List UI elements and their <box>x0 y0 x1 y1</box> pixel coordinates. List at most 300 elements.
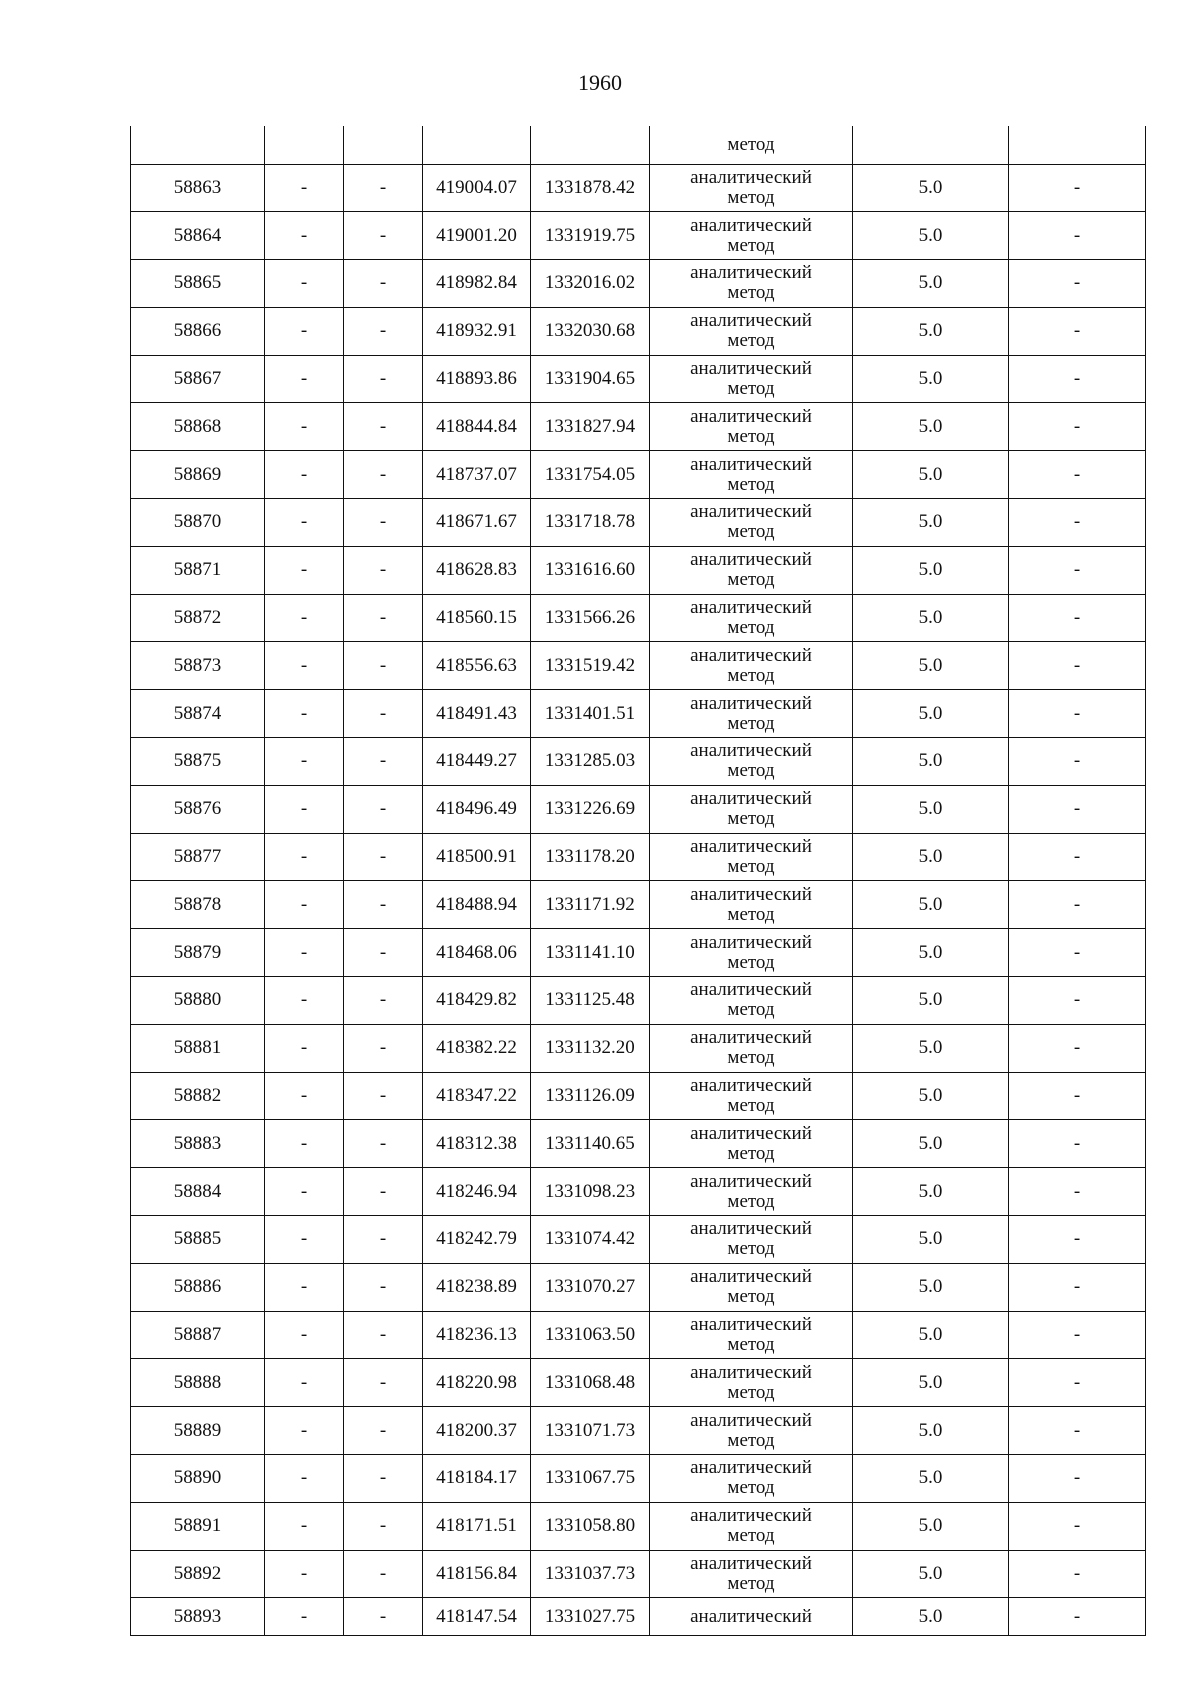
method-text: метод <box>727 808 775 830</box>
table-cell: - <box>344 1168 423 1216</box>
x-coordinate-cell: 418246.94 <box>423 1168 531 1216</box>
y-coordinate-cell: 1331027.75 <box>531 1598 650 1636</box>
method-text: аналитический <box>690 262 812 284</box>
method-text: метод <box>727 903 775 925</box>
method-text: метод <box>727 1477 775 1499</box>
point-id-cell: 58878 <box>131 881 265 929</box>
table-cell: - <box>344 260 423 308</box>
table-cell: - <box>344 738 423 786</box>
table-cell: - <box>265 833 344 881</box>
table-cell: - <box>1009 929 1146 977</box>
y-coordinate-cell: 1331070.27 <box>531 1263 650 1311</box>
point-id-cell: 58888 <box>131 1359 265 1407</box>
point-id-cell: 58886 <box>131 1263 265 1311</box>
table-cell: - <box>1009 1168 1146 1216</box>
x-coordinate-cell: 419004.07 <box>423 164 531 212</box>
method-text: метод <box>727 1429 775 1451</box>
accuracy-cell: 5.0 <box>853 1072 1009 1120</box>
table-cell: - <box>1009 833 1146 881</box>
x-coordinate-cell: 418429.82 <box>423 977 531 1025</box>
table-cell: - <box>1009 594 1146 642</box>
accuracy-cell: 5.0 <box>853 833 1009 881</box>
table-row <box>131 307 1146 355</box>
table-cell: - <box>344 642 423 690</box>
point-id-cell: 58883 <box>131 1120 265 1168</box>
method-text: аналитический <box>690 1605 812 1627</box>
point-id-cell: 58877 <box>131 833 265 881</box>
table-cell: - <box>265 1550 344 1598</box>
table-row <box>131 499 1146 547</box>
table-cell: - <box>265 212 344 260</box>
method-text: метод <box>727 1381 775 1403</box>
table-cell: - <box>344 881 423 929</box>
accuracy-cell: 5.0 <box>853 738 1009 786</box>
table-cell: - <box>1009 690 1146 738</box>
table-cell: - <box>265 1072 344 1120</box>
table-row <box>131 1407 1146 1455</box>
method-text: аналитический <box>690 597 812 619</box>
x-coordinate-cell: 418737.07 <box>423 451 531 499</box>
table-cell <box>1009 126 1146 164</box>
table-cell: - <box>265 451 344 499</box>
point-id-cell: 58873 <box>131 642 265 690</box>
point-id-cell: 58875 <box>131 738 265 786</box>
y-coordinate-cell: 1331071.73 <box>531 1407 650 1455</box>
table-cell: - <box>1009 1598 1146 1636</box>
y-coordinate-cell: 1331401.51 <box>531 690 650 738</box>
table-cell: - <box>344 1502 423 1550</box>
y-coordinate-cell: 1331878.42 <box>531 164 650 212</box>
method-text: метод <box>727 1142 775 1164</box>
point-id-cell: 58876 <box>131 785 265 833</box>
accuracy-cell: 5.0 <box>853 1359 1009 1407</box>
table-cell: - <box>344 546 423 594</box>
table-cell: - <box>344 785 423 833</box>
method-text: метод <box>727 1095 775 1117</box>
table-row <box>131 929 1146 977</box>
method-text: аналитический <box>690 1027 812 1049</box>
method-cell <box>650 1120 853 1168</box>
point-id-cell: 58870 <box>131 499 265 547</box>
method-cell <box>650 881 853 929</box>
method-cell <box>650 403 853 451</box>
y-coordinate-cell: 1331285.03 <box>531 738 650 786</box>
y-coordinate-cell: 1331132.20 <box>531 1024 650 1072</box>
continuation-row <box>131 126 1146 164</box>
table-cell: - <box>1009 403 1146 451</box>
table-cell: - <box>265 1216 344 1264</box>
point-id-cell: 58890 <box>131 1455 265 1503</box>
method-cell <box>650 1407 853 1455</box>
table-cell: - <box>344 1263 423 1311</box>
table-row <box>131 355 1146 403</box>
point-id-cell: 58863 <box>131 164 265 212</box>
y-coordinate-cell: 1332030.68 <box>531 307 650 355</box>
point-id-cell: 58864 <box>131 212 265 260</box>
point-id-cell: 58889 <box>131 1407 265 1455</box>
table-cell: - <box>1009 1216 1146 1264</box>
x-coordinate-cell: 418147.54 <box>423 1598 531 1636</box>
table-cell: - <box>344 1407 423 1455</box>
table-cell: - <box>265 1311 344 1359</box>
method-text: метод <box>727 1286 775 1308</box>
accuracy-cell: 5.0 <box>853 212 1009 260</box>
table-cell: - <box>344 451 423 499</box>
table-cell: - <box>265 929 344 977</box>
accuracy-cell: 5.0 <box>853 260 1009 308</box>
method-text: аналитический <box>690 1266 812 1288</box>
accuracy-cell: 5.0 <box>853 499 1009 547</box>
x-coordinate-cell: 418982.84 <box>423 260 531 308</box>
method-cell <box>650 451 853 499</box>
method-text: метод <box>727 186 775 208</box>
table-cell: - <box>265 1502 344 1550</box>
table-cell: - <box>265 546 344 594</box>
accuracy-cell: 5.0 <box>853 355 1009 403</box>
table-cell <box>853 126 1009 164</box>
method-text: аналитический <box>690 1457 812 1479</box>
method-text: метод <box>727 1525 775 1547</box>
x-coordinate-cell: 418500.91 <box>423 833 531 881</box>
method-text: метод <box>727 951 775 973</box>
method-text: аналитический <box>690 453 812 475</box>
table-cell: - <box>265 738 344 786</box>
table-cell: - <box>265 1407 344 1455</box>
accuracy-cell: 5.0 <box>853 1455 1009 1503</box>
table-row <box>131 1550 1146 1598</box>
accuracy-cell: 5.0 <box>853 1263 1009 1311</box>
method-text: метод <box>727 1190 775 1212</box>
method-text: аналитический <box>690 1409 812 1431</box>
accuracy-cell: 5.0 <box>853 307 1009 355</box>
method-text: метод <box>727 617 775 639</box>
table-row <box>131 642 1146 690</box>
y-coordinate-cell: 1331098.23 <box>531 1168 650 1216</box>
x-coordinate-cell: 418671.67 <box>423 499 531 547</box>
table-row <box>131 1455 1146 1503</box>
point-id-cell: 58892 <box>131 1550 265 1598</box>
table-row <box>131 594 1146 642</box>
accuracy-cell: 5.0 <box>853 164 1009 212</box>
method-text: метод <box>727 473 775 495</box>
table-cell: - <box>265 594 344 642</box>
table-cell: - <box>1009 1311 1146 1359</box>
accuracy-cell: 5.0 <box>853 929 1009 977</box>
method-text: аналитический <box>690 166 812 188</box>
method-cell <box>650 690 853 738</box>
table-cell: - <box>1009 307 1146 355</box>
table-cell: - <box>265 1120 344 1168</box>
x-coordinate-cell: 418556.63 <box>423 642 531 690</box>
x-coordinate-cell: 418242.79 <box>423 1216 531 1264</box>
method-cell <box>650 499 853 547</box>
method-cell <box>650 1502 853 1550</box>
table-cell: - <box>344 977 423 1025</box>
table-cell: - <box>344 594 423 642</box>
table-cell: - <box>265 307 344 355</box>
table-cell: - <box>344 1311 423 1359</box>
table-cell: - <box>1009 1072 1146 1120</box>
method-cell <box>650 1024 853 1072</box>
y-coordinate-cell: 1331827.94 <box>531 403 650 451</box>
method-cell <box>650 1455 853 1503</box>
table-cell: - <box>265 355 344 403</box>
method-text: метод <box>727 133 775 155</box>
x-coordinate-cell: 418238.89 <box>423 1263 531 1311</box>
method-text: аналитический <box>690 501 812 523</box>
method-text: метод <box>727 664 775 686</box>
method-text: метод <box>727 1047 775 1069</box>
accuracy-cell: 5.0 <box>853 977 1009 1025</box>
point-id-cell: 58865 <box>131 260 265 308</box>
table-cell: - <box>344 212 423 260</box>
accuracy-cell: 5.0 <box>853 403 1009 451</box>
accuracy-cell: 5.0 <box>853 1502 1009 1550</box>
table-row <box>131 1120 1146 1168</box>
table-cell: - <box>344 1024 423 1072</box>
table-row <box>131 1072 1146 1120</box>
point-id-cell: 58868 <box>131 403 265 451</box>
method-text: аналитический <box>690 214 812 236</box>
method-text: метод <box>727 760 775 782</box>
method-cell <box>650 307 853 355</box>
method-text: метод <box>727 521 775 543</box>
table-row <box>131 1598 1146 1636</box>
method-text: аналитический <box>690 310 812 332</box>
table-row <box>131 546 1146 594</box>
y-coordinate-cell: 1332016.02 <box>531 260 650 308</box>
y-coordinate-cell: 1331566.26 <box>531 594 650 642</box>
y-coordinate-cell: 1331718.78 <box>531 499 650 547</box>
method-cell <box>650 594 853 642</box>
method-text: аналитический <box>690 549 812 571</box>
table-row <box>131 403 1146 451</box>
table-row <box>131 451 1146 499</box>
point-id-cell: 58871 <box>131 546 265 594</box>
table-row <box>131 977 1146 1025</box>
method-cell <box>650 212 853 260</box>
table-cell: - <box>344 1550 423 1598</box>
method-cell <box>650 785 853 833</box>
method-cell <box>650 929 853 977</box>
y-coordinate-cell: 1331067.75 <box>531 1455 650 1503</box>
point-id-cell: 58884 <box>131 1168 265 1216</box>
table-row <box>131 1263 1146 1311</box>
method-text: метод <box>727 330 775 352</box>
table-cell: - <box>344 499 423 547</box>
y-coordinate-cell: 1331074.42 <box>531 1216 650 1264</box>
table-row <box>131 1216 1146 1264</box>
table-cell: - <box>344 1216 423 1264</box>
method-text: метод <box>727 282 775 304</box>
method-text: аналитический <box>690 1361 812 1383</box>
method-text: аналитический <box>690 979 812 1001</box>
method-text: метод <box>727 1573 775 1594</box>
accuracy-cell: 5.0 <box>853 785 1009 833</box>
table-cell: - <box>265 1455 344 1503</box>
y-coordinate-cell: 1331904.65 <box>531 355 650 403</box>
x-coordinate-cell: 418628.83 <box>423 546 531 594</box>
table-cell <box>344 126 423 164</box>
table-cell: - <box>1009 977 1146 1025</box>
table-cell: - <box>265 1263 344 1311</box>
method-cell <box>650 642 853 690</box>
method-text: аналитический <box>690 644 812 666</box>
x-coordinate-cell: 418560.15 <box>423 594 531 642</box>
table-cell: - <box>344 833 423 881</box>
table-cell: - <box>265 1024 344 1072</box>
x-coordinate-cell: 418171.51 <box>423 1502 531 1550</box>
table-cell: - <box>344 690 423 738</box>
accuracy-cell: 5.0 <box>853 546 1009 594</box>
table-cell: - <box>344 355 423 403</box>
table-cell: - <box>344 1072 423 1120</box>
method-text: аналитический <box>690 1314 812 1336</box>
method-cell <box>650 1311 853 1359</box>
table-cell: - <box>1009 1550 1146 1598</box>
method-cell <box>650 260 853 308</box>
accuracy-cell: 5.0 <box>853 1407 1009 1455</box>
x-coordinate-cell: 418156.84 <box>423 1550 531 1598</box>
method-cell <box>650 546 853 594</box>
x-coordinate-cell: 418382.22 <box>423 1024 531 1072</box>
table-cell <box>531 126 650 164</box>
table-cell <box>423 126 531 164</box>
point-id-cell: 58872 <box>131 594 265 642</box>
table-cell: - <box>344 1455 423 1503</box>
table-cell: - <box>265 881 344 929</box>
table-cell: - <box>1009 881 1146 929</box>
method-cell <box>650 1168 853 1216</box>
point-id-cell: 58880 <box>131 977 265 1025</box>
method-text: метод <box>727 999 775 1021</box>
table-cell: - <box>265 260 344 308</box>
x-coordinate-cell: 418220.98 <box>423 1359 531 1407</box>
table-row <box>131 1168 1146 1216</box>
method-text: аналитический <box>690 1553 812 1574</box>
method-cell <box>650 1263 853 1311</box>
method-text: аналитический <box>690 1170 812 1192</box>
y-coordinate-cell: 1331140.65 <box>531 1120 650 1168</box>
point-id-cell: 58893 <box>131 1598 265 1636</box>
table-cell: - <box>344 403 423 451</box>
table-row <box>131 1502 1146 1550</box>
table-row <box>131 260 1146 308</box>
method-text: метод <box>727 1334 775 1356</box>
table-row <box>131 164 1146 212</box>
method-text: аналитический <box>690 358 812 380</box>
table-cell: - <box>1009 738 1146 786</box>
method-text: метод <box>727 712 775 734</box>
method-cell <box>650 738 853 786</box>
x-coordinate-cell: 418200.37 <box>423 1407 531 1455</box>
table-cell: - <box>265 785 344 833</box>
accuracy-cell: 5.0 <box>853 1024 1009 1072</box>
method-text: метод <box>727 569 775 591</box>
accuracy-cell: 5.0 <box>853 594 1009 642</box>
method-text: аналитический <box>690 405 812 427</box>
x-coordinate-cell: 418184.17 <box>423 1455 531 1503</box>
x-coordinate-cell: 418491.43 <box>423 690 531 738</box>
y-coordinate-cell: 1331754.05 <box>531 451 650 499</box>
method-cell <box>650 126 853 164</box>
table-cell: - <box>1009 1359 1146 1407</box>
y-coordinate-cell: 1331058.80 <box>531 1502 650 1550</box>
y-coordinate-cell: 1331126.09 <box>531 1072 650 1120</box>
method-cell <box>650 1359 853 1407</box>
point-id-cell: 58882 <box>131 1072 265 1120</box>
point-id-cell: 58887 <box>131 1311 265 1359</box>
point-id-cell: 58866 <box>131 307 265 355</box>
table-row <box>131 785 1146 833</box>
table-cell: - <box>344 1120 423 1168</box>
table-row <box>131 212 1146 260</box>
table-cell: - <box>1009 1120 1146 1168</box>
accuracy-cell: 5.0 <box>853 1168 1009 1216</box>
point-id-cell: 58881 <box>131 1024 265 1072</box>
table-cell: - <box>1009 260 1146 308</box>
table-cell: - <box>1009 1455 1146 1503</box>
x-coordinate-cell: 418893.86 <box>423 355 531 403</box>
table-cell: - <box>1009 1024 1146 1072</box>
x-coordinate-cell: 418496.49 <box>423 785 531 833</box>
method-text: аналитический <box>690 1505 812 1527</box>
accuracy-cell: 5.0 <box>853 1216 1009 1264</box>
table-cell: - <box>265 403 344 451</box>
y-coordinate-cell: 1331919.75 <box>531 212 650 260</box>
point-id-cell: 58867 <box>131 355 265 403</box>
table-cell: - <box>1009 785 1146 833</box>
table-row <box>131 738 1146 786</box>
table-cell: - <box>1009 546 1146 594</box>
method-cell <box>650 977 853 1025</box>
method-text: метод <box>727 1238 775 1260</box>
method-text: метод <box>727 234 775 256</box>
x-coordinate-cell: 418468.06 <box>423 929 531 977</box>
accuracy-cell: 5.0 <box>853 881 1009 929</box>
accuracy-cell: 5.0 <box>853 1550 1009 1598</box>
table-cell: - <box>344 164 423 212</box>
y-coordinate-cell: 1331141.10 <box>531 929 650 977</box>
table-cell: - <box>1009 1407 1146 1455</box>
x-coordinate-cell: 418932.91 <box>423 307 531 355</box>
x-coordinate-cell: 418236.13 <box>423 1311 531 1359</box>
x-coordinate-cell: 418449.27 <box>423 738 531 786</box>
coordinates-table <box>130 126 1146 1636</box>
method-cell <box>650 1550 853 1598</box>
x-coordinate-cell: 418347.22 <box>423 1072 531 1120</box>
table-row <box>131 1311 1146 1359</box>
point-id-cell: 58874 <box>131 690 265 738</box>
y-coordinate-cell: 1331226.69 <box>531 785 650 833</box>
point-id-cell: 58869 <box>131 451 265 499</box>
table-cell: - <box>1009 1502 1146 1550</box>
table-cell: - <box>265 164 344 212</box>
accuracy-cell: 5.0 <box>853 1120 1009 1168</box>
table-cell: - <box>1009 642 1146 690</box>
point-id-cell: 58879 <box>131 929 265 977</box>
method-cell <box>650 833 853 881</box>
y-coordinate-cell: 1331519.42 <box>531 642 650 690</box>
method-cell <box>650 1598 853 1636</box>
method-text: аналитический <box>690 836 812 858</box>
table-row <box>131 833 1146 881</box>
method-cell <box>650 1072 853 1120</box>
method-text: метод <box>727 856 775 878</box>
method-text: аналитический <box>690 740 812 762</box>
method-text: аналитический <box>690 788 812 810</box>
method-text: метод <box>727 378 775 400</box>
